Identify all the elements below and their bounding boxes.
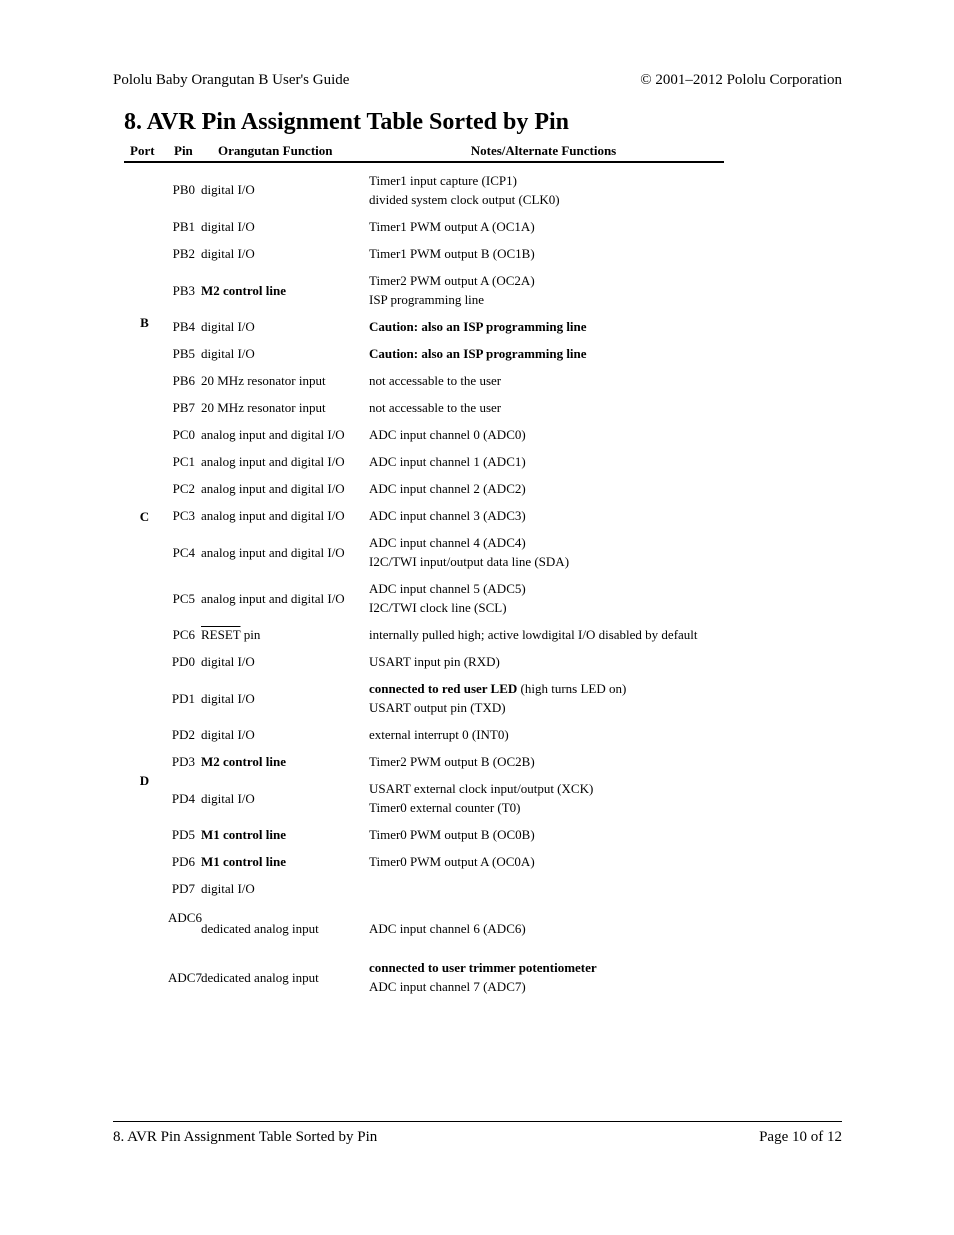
notes-cell: connected to user trimmer potentiometer ADC input channel 7 (ADC7) (369, 960, 597, 994)
function-cell: dedicated analog input (201, 969, 319, 985)
notes-cell: internally pulled high; active lowdigital I/O disabled by default (369, 627, 698, 642)
pin-cell: PD1 (171, 690, 195, 706)
notes-cell: Timer1 PWM output B (OC1B) (369, 246, 535, 261)
pin-cell: PB5 (172, 346, 195, 361)
table-row (124, 775, 724, 821)
notes-cell (363, 875, 724, 902)
table-row (124, 721, 724, 748)
table-row (124, 648, 724, 675)
notes-cell: ADC input channel 4 (ADC4) I2C/TWI input/output data line (SDA) (369, 535, 570, 569)
function-cell: digital I/O (201, 346, 255, 361)
notes-cell: Timer1 input capture (ICP1) divided system clock output (CLK0) (369, 172, 560, 207)
function-cell: 20 MHz resonator input (201, 400, 326, 415)
table-row (124, 162, 724, 213)
pin-cell: PC4 (172, 544, 195, 560)
table-row (124, 213, 724, 240)
function-cell: M2 control line (201, 282, 286, 298)
pin-cell: PB6 (172, 373, 195, 388)
column-header-port: Port (124, 141, 165, 162)
port-label-c: C (139, 509, 150, 524)
pin-cell: PC3 (172, 508, 195, 523)
pin-cell: ADC7 (168, 969, 202, 985)
notes-cell: ADC input channel 2 (ADC2) (369, 481, 526, 496)
pin-cell: PB4 (172, 319, 195, 334)
pin-cell: ADC6 (168, 910, 202, 925)
notes-cell: ADC input channel 1 (ADC1) (369, 454, 526, 469)
notes-cell: Timer2 PWM output A (OC2A) ISP programming line (369, 273, 535, 307)
function-cell: analog input and digital I/O (201, 481, 345, 496)
notes-cell: ADC input channel 3 (ADC3) (369, 508, 526, 523)
table-row (124, 954, 724, 1000)
table-row (124, 340, 724, 367)
notes-cell: external interrupt 0 (INT0) (369, 727, 509, 742)
function-cell: digital I/O (201, 727, 255, 742)
notes-cell: not accessable to the user (369, 373, 502, 388)
table-row (124, 421, 724, 448)
table-row (124, 748, 724, 775)
table-row (124, 267, 724, 313)
function-cell: RESET pin (201, 627, 261, 642)
pin-cell: PC6 (172, 627, 195, 642)
pin-cell: PD7 (171, 881, 195, 896)
pin-assignment-table (124, 141, 724, 1000)
pin-cell: PB3 (172, 282, 195, 298)
notes-cell: Caution: also an ISP programming line (369, 319, 587, 334)
running-header (113, 69, 842, 91)
pin-cell: PD0 (171, 654, 195, 669)
function-cell: digital I/O (201, 690, 255, 706)
notes-cell: ADC input channel 6 (ADC6) (369, 920, 526, 936)
notes-cell: Timer0 PWM output A (OC0A) (369, 854, 535, 869)
pin-cell: PC0 (172, 427, 195, 442)
reset-overline-label: RESET (201, 627, 241, 642)
pin-cell: PD4 (171, 790, 195, 806)
function-cell: analog input and digital I/O (201, 544, 345, 560)
port-label-b: B (140, 314, 149, 330)
table-row (124, 675, 724, 721)
running-footer (113, 1126, 842, 1148)
pin-cell: PC5 (172, 590, 195, 606)
pin-cell: PC1 (172, 454, 195, 469)
function-cell: M1 control line (201, 827, 286, 842)
table-row (124, 475, 724, 502)
notes-cell: USART external clock input/output (XCK) Timer0 external counter (T0) (369, 781, 594, 815)
pin-cell: PD2 (171, 727, 195, 742)
table-header-row (124, 141, 724, 162)
pin-cell: PB0 (172, 182, 195, 197)
port-label-d: D (139, 772, 150, 788)
table-row (124, 575, 724, 621)
notes-cell: connected to red user LED (high turns LED on) USART output pin (TXD) (369, 681, 627, 715)
table-row (124, 502, 724, 529)
function-cell: 20 MHz resonator input (201, 373, 326, 388)
table-row (124, 848, 724, 875)
pin-cell: PD5 (171, 827, 195, 842)
table-row (124, 529, 724, 575)
guide-title: Pololu Baby Orangutan B User's Guide (113, 72, 350, 88)
copyright-notice: © 2001–2012 Pololu Corporation (640, 72, 842, 88)
pin-cell: PD3 (171, 754, 195, 769)
function-cell: digital I/O (201, 219, 255, 234)
pin-cell: PD6 (171, 854, 195, 869)
column-header-function: Orangutan Function (198, 141, 363, 162)
function-cell: digital I/O (201, 881, 255, 896)
function-cell: digital I/O (201, 319, 255, 334)
port-cell-empty (124, 954, 165, 1000)
function-cell: dedicated analog input (201, 920, 319, 936)
page-number: Page 10 of 12 (759, 1129, 842, 1145)
section-title: 8. AVR Pin Assignment Table Sorted by Pin (124, 109, 569, 135)
notes-cell: ADC input channel 0 (ADC0) (369, 427, 526, 442)
function-cell: analog input and digital I/O (201, 590, 345, 606)
pin-cell: PB1 (172, 219, 195, 234)
table-row (124, 313, 724, 340)
notes-cell: Timer2 PWM output B (OC2B) (369, 754, 535, 769)
table-row (124, 875, 724, 902)
table-row (124, 621, 724, 648)
function-cell: M1 control line (201, 854, 286, 869)
footer-section-title: 8. AVR Pin Assignment Table Sorted by Pin (113, 1129, 378, 1145)
table-row (124, 394, 724, 421)
table-row (124, 448, 724, 475)
notes-cell: USART input pin (RXD) (369, 654, 500, 669)
notes-cell: Timer0 PWM output B (OC0B) (369, 827, 535, 842)
function-cell: analog input and digital I/O (201, 427, 345, 442)
notes-cell: not accessable to the user (369, 400, 502, 415)
function-cell: analog input and digital I/O (201, 454, 345, 469)
notes-cell: Caution: also an ISP programming line (369, 346, 587, 361)
function-cell: digital I/O (201, 654, 255, 669)
function-cell: digital I/O (201, 790, 255, 806)
table-row (124, 821, 724, 848)
table-row (124, 902, 724, 954)
table-row (124, 240, 724, 267)
function-cell: analog input and digital I/O (201, 508, 345, 523)
function-cell: digital I/O (201, 182, 255, 197)
function-cell: digital I/O (201, 246, 255, 261)
pin-cell: PB7 (172, 400, 195, 415)
column-header-notes: Notes/Alternate Functions (363, 141, 724, 162)
function-cell: M2 control line (201, 754, 286, 769)
footer-divider (113, 1121, 842, 1122)
notes-cell: Timer1 PWM output A (OC1A) (369, 219, 535, 234)
pin-cell: PC2 (172, 481, 195, 496)
notes-cell: ADC input channel 5 (ADC5) I2C/TWI clock line (SCL) (369, 581, 526, 615)
table-row (124, 367, 724, 394)
pin-cell: PB2 (172, 246, 195, 261)
port-cell-empty (124, 902, 165, 954)
column-header-pin: Pin (165, 141, 198, 162)
